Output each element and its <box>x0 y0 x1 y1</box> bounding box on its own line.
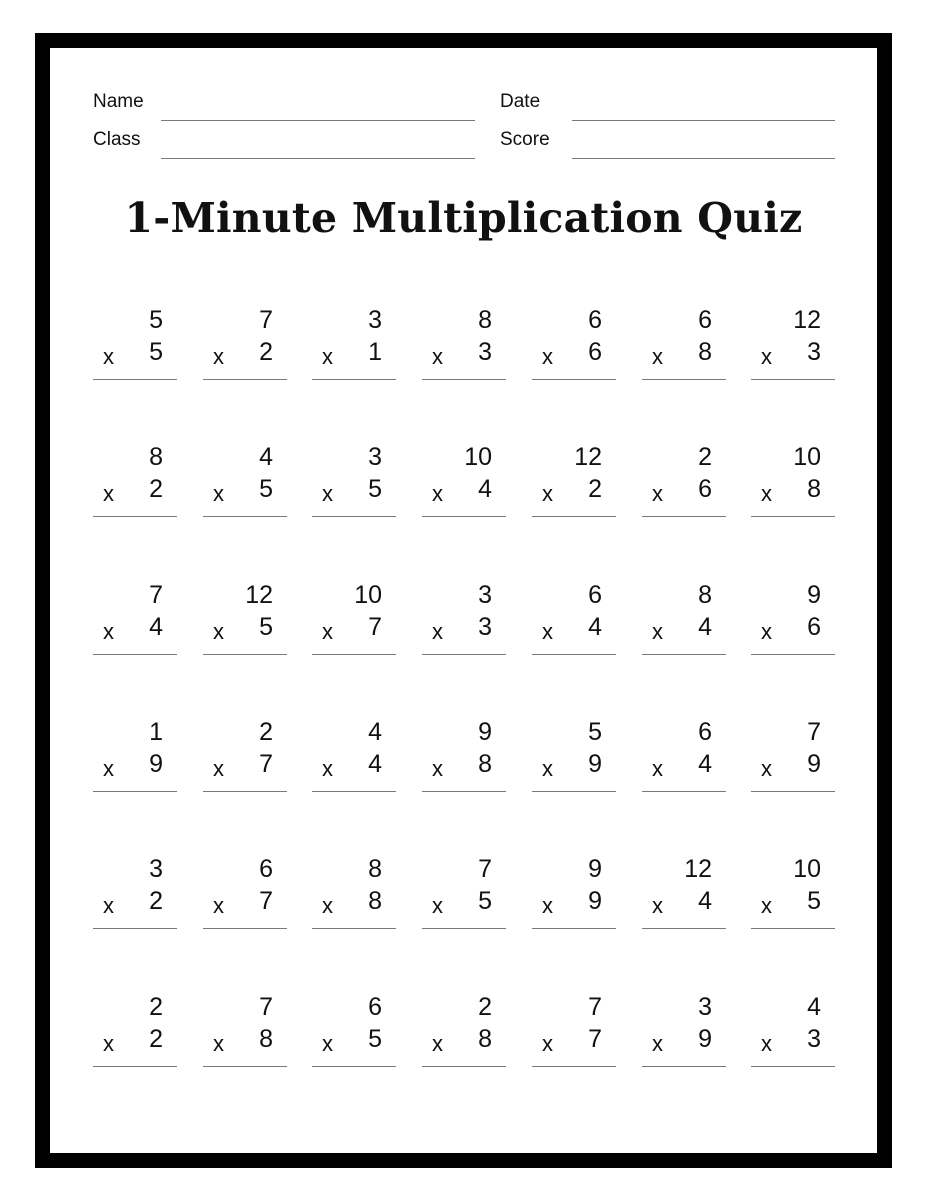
answer-line <box>532 516 616 517</box>
multiplicand: 3 <box>368 306 382 334</box>
multiply-sign: x <box>761 893 772 918</box>
multiplicand: 8 <box>368 855 382 883</box>
multiplicand: 10 <box>793 443 821 471</box>
multiplicand: 7 <box>259 306 273 334</box>
problem-1-5[interactable] <box>532 306 616 382</box>
answer-line <box>312 791 396 792</box>
answer-line <box>312 379 396 380</box>
multiply-sign: x <box>432 893 443 918</box>
multiplier: 6 <box>807 613 821 641</box>
answer-line <box>751 379 835 380</box>
answer-line <box>751 516 835 517</box>
multiply-sign: x <box>652 481 663 506</box>
class-field[interactable] <box>93 129 475 159</box>
multiplicand: 4 <box>368 718 382 746</box>
multiply-sign: x <box>103 481 114 506</box>
multiply-sign: x <box>213 619 224 644</box>
quiz-title: 1-Minute Multiplication Quiz <box>124 194 803 242</box>
answer-line <box>422 928 506 929</box>
multiplicand: 6 <box>698 306 712 334</box>
answer-line <box>422 379 506 380</box>
date-field[interactable] <box>500 91 835 121</box>
multiplier: 4 <box>698 613 712 641</box>
answer-line <box>93 928 177 929</box>
problem-1-1[interactable] <box>93 306 177 382</box>
multiplicand: 5 <box>149 306 163 334</box>
multiplier: 4 <box>698 887 712 915</box>
multiplier: 7 <box>259 750 273 778</box>
answer-line <box>642 928 726 929</box>
multiplicand: 10 <box>354 581 382 609</box>
multiplicand: 6 <box>259 855 273 883</box>
problem-1-6[interactable] <box>642 306 726 382</box>
multiplicand: 3 <box>478 581 492 609</box>
problem-1-4[interactable] <box>422 306 506 382</box>
multiply-sign: x <box>103 1031 114 1056</box>
score-label: Score <box>500 129 550 150</box>
multiply-sign: x <box>542 1031 553 1056</box>
answer-line <box>312 1066 396 1067</box>
answer-line <box>532 791 616 792</box>
problem-1-7[interactable] <box>751 306 835 382</box>
score-field[interactable] <box>500 129 835 159</box>
problem-4-3[interactable] <box>312 718 396 794</box>
date-line <box>572 120 835 121</box>
multiply-sign: x <box>213 893 224 918</box>
multiplier: 5 <box>259 613 273 641</box>
class-line <box>161 158 475 159</box>
multiplicand: 12 <box>245 581 273 609</box>
problem-6-6[interactable] <box>642 993 726 1069</box>
multiplier: 4 <box>588 613 602 641</box>
multiply-sign: x <box>652 344 663 369</box>
problem-5-3[interactable] <box>312 855 396 931</box>
problem-5-1[interactable] <box>93 855 177 931</box>
multiplicand: 8 <box>149 443 163 471</box>
problem-6-5[interactable] <box>532 993 616 1069</box>
answer-line <box>203 928 287 929</box>
multiply-sign: x <box>103 619 114 644</box>
multiplier: 2 <box>149 1025 163 1053</box>
problem-2-1[interactable] <box>93 443 177 519</box>
multiply-sign: x <box>103 893 114 918</box>
multiplicand: 6 <box>698 718 712 746</box>
multiply-sign: x <box>432 344 443 369</box>
multiplier: 2 <box>259 338 273 366</box>
answer-line <box>203 379 287 380</box>
problem-4-7[interactable] <box>751 718 835 794</box>
problem-3-6[interactable] <box>642 581 726 657</box>
multiplicand: 7 <box>478 855 492 883</box>
multiplicand: 9 <box>588 855 602 883</box>
problem-1-2[interactable] <box>203 306 287 382</box>
multiply-sign: x <box>322 619 333 644</box>
multiplier: 5 <box>368 1025 382 1053</box>
answer-line <box>642 654 726 655</box>
multiply-sign: x <box>213 756 224 781</box>
multiply-sign: x <box>213 344 224 369</box>
multiplicand: 12 <box>793 306 821 334</box>
multiplier: 3 <box>478 613 492 641</box>
multiplier: 7 <box>368 613 382 641</box>
multiplicand: 2 <box>149 993 163 1021</box>
date-label: Date <box>500 91 541 112</box>
name-label: Name <box>93 91 144 112</box>
multiplicand: 4 <box>807 993 821 1021</box>
multiply-sign: x <box>103 344 114 369</box>
problem-4-5[interactable] <box>532 718 616 794</box>
multiplicand: 7 <box>588 993 602 1021</box>
answer-line <box>93 1066 177 1067</box>
answer-line <box>751 791 835 792</box>
multiplicand: 10 <box>793 855 821 883</box>
multiply-sign: x <box>542 893 553 918</box>
multiplier: 2 <box>149 887 163 915</box>
multiply-sign: x <box>761 1031 772 1056</box>
class-label: Class <box>93 129 141 150</box>
problem-5-4[interactable] <box>422 855 506 931</box>
problem-5-5[interactable] <box>532 855 616 931</box>
answer-line <box>203 1066 287 1067</box>
multiplier: 5 <box>149 338 163 366</box>
multiply-sign: x <box>652 619 663 644</box>
multiplier: 9 <box>149 750 163 778</box>
problem-4-1[interactable] <box>93 718 177 794</box>
problem-5-7[interactable] <box>751 855 835 931</box>
multiplicand: 2 <box>698 443 712 471</box>
score-line <box>572 158 835 159</box>
problem-2-6[interactable] <box>642 443 726 519</box>
multiplier: 8 <box>478 750 492 778</box>
answer-line <box>422 1066 506 1067</box>
multiply-sign: x <box>322 756 333 781</box>
multiply-sign: x <box>761 756 772 781</box>
problem-1-3[interactable] <box>312 306 396 382</box>
answer-line <box>532 654 616 655</box>
answer-line <box>93 791 177 792</box>
multiplier: 5 <box>368 475 382 503</box>
multiply-sign: x <box>213 481 224 506</box>
problem-3-3[interactable] <box>312 581 396 657</box>
answer-line <box>532 928 616 929</box>
multiplier: 8 <box>807 475 821 503</box>
multiplicand: 10 <box>464 443 492 471</box>
multiplicand: 12 <box>574 443 602 471</box>
multiplier: 8 <box>259 1025 273 1053</box>
multiplicand: 8 <box>478 306 492 334</box>
multiplier: 2 <box>588 475 602 503</box>
answer-line <box>751 654 835 655</box>
multiply-sign: x <box>652 893 663 918</box>
multiplier: 4 <box>478 475 492 503</box>
answer-line <box>642 1066 726 1067</box>
multiplier: 5 <box>478 887 492 915</box>
name-field[interactable] <box>93 91 475 121</box>
multiplier: 9 <box>698 1025 712 1053</box>
answer-line <box>642 516 726 517</box>
multiplier: 9 <box>807 750 821 778</box>
multiplicand: 1 <box>149 718 163 746</box>
multiply-sign: x <box>432 619 443 644</box>
multiplier: 3 <box>807 1025 821 1053</box>
problem-6-7[interactable] <box>751 993 835 1069</box>
multiply-sign: x <box>542 344 553 369</box>
answer-line <box>751 928 835 929</box>
answer-line <box>532 1066 616 1067</box>
multiplicand: 3 <box>149 855 163 883</box>
multiply-sign: x <box>322 893 333 918</box>
problem-6-4[interactable] <box>422 993 506 1069</box>
answer-line <box>312 654 396 655</box>
multiplicand: 12 <box>684 855 712 883</box>
multiplicand: 2 <box>259 718 273 746</box>
multiplier: 5 <box>807 887 821 915</box>
problem-3-4[interactable] <box>422 581 506 657</box>
multiplicand: 3 <box>698 993 712 1021</box>
answer-line <box>203 516 287 517</box>
multiply-sign: x <box>103 756 114 781</box>
multiplicand: 2 <box>478 993 492 1021</box>
multiply-sign: x <box>432 756 443 781</box>
multiply-sign: x <box>542 756 553 781</box>
multiply-sign: x <box>542 481 553 506</box>
multiplier: 7 <box>588 1025 602 1053</box>
answer-line <box>642 791 726 792</box>
multiplicand: 4 <box>259 443 273 471</box>
multiply-sign: x <box>322 1031 333 1056</box>
multiply-sign: x <box>432 481 443 506</box>
multiply-sign: x <box>432 1031 443 1056</box>
multiplier: 4 <box>149 613 163 641</box>
multiply-sign: x <box>652 1031 663 1056</box>
problem-2-3[interactable] <box>312 443 396 519</box>
multiplicand: 5 <box>588 718 602 746</box>
problem-3-2[interactable] <box>203 581 287 657</box>
problem-2-4[interactable] <box>422 443 506 519</box>
multiply-sign: x <box>761 619 772 644</box>
multiplier: 5 <box>259 475 273 503</box>
answer-line <box>203 791 287 792</box>
multiplicand: 8 <box>698 581 712 609</box>
problem-4-4[interactable] <box>422 718 506 794</box>
multiplier: 8 <box>478 1025 492 1053</box>
multiply-sign: x <box>652 756 663 781</box>
multiplicand: 6 <box>588 306 602 334</box>
answer-line <box>93 654 177 655</box>
problem-4-6[interactable] <box>642 718 726 794</box>
answer-line <box>422 516 506 517</box>
multiplier: 8 <box>698 338 712 366</box>
multiplier: 9 <box>588 750 602 778</box>
multiplier: 6 <box>698 475 712 503</box>
multiplicand: 9 <box>807 581 821 609</box>
problem-6-3[interactable] <box>312 993 396 1069</box>
answer-line <box>532 379 616 380</box>
name-line <box>161 120 475 121</box>
problem-2-5[interactable] <box>532 443 616 519</box>
multiplier: 4 <box>698 750 712 778</box>
problem-3-1[interactable] <box>93 581 177 657</box>
multiplicand: 9 <box>478 718 492 746</box>
multiply-sign: x <box>322 344 333 369</box>
multiplier: 9 <box>588 887 602 915</box>
multiply-sign: x <box>213 1031 224 1056</box>
problem-5-2[interactable] <box>203 855 287 931</box>
problem-6-2[interactable] <box>203 993 287 1069</box>
answer-line <box>422 791 506 792</box>
answer-line <box>93 379 177 380</box>
answer-line <box>203 654 287 655</box>
multiplicand: 6 <box>588 581 602 609</box>
multiplicand: 7 <box>807 718 821 746</box>
multiplicand: 6 <box>368 993 382 1021</box>
problem-2-7[interactable] <box>751 443 835 519</box>
problem-5-6[interactable] <box>642 855 726 931</box>
problem-2-2[interactable] <box>203 443 287 519</box>
multiplier: 7 <box>259 887 273 915</box>
multiplier: 8 <box>368 887 382 915</box>
multiplier: 2 <box>149 475 163 503</box>
multiply-sign: x <box>542 619 553 644</box>
problem-4-2[interactable] <box>203 718 287 794</box>
multiplier: 1 <box>368 338 382 366</box>
answer-line <box>312 928 396 929</box>
answer-line <box>751 1066 835 1067</box>
answer-line <box>642 379 726 380</box>
multiply-sign: x <box>322 481 333 506</box>
multiplier: 3 <box>478 338 492 366</box>
multiplier: 3 <box>807 338 821 366</box>
problem-3-5[interactable] <box>532 581 616 657</box>
answer-line <box>93 516 177 517</box>
multiplier: 6 <box>588 338 602 366</box>
multiply-sign: x <box>761 344 772 369</box>
multiplicand: 7 <box>149 581 163 609</box>
problem-3-7[interactable] <box>751 581 835 657</box>
multiplicand: 3 <box>368 443 382 471</box>
multiplier: 4 <box>368 750 382 778</box>
answer-line <box>312 516 396 517</box>
answer-line <box>422 654 506 655</box>
multiply-sign: x <box>761 481 772 506</box>
problem-6-1[interactable] <box>93 993 177 1069</box>
multiplicand: 7 <box>259 993 273 1021</box>
